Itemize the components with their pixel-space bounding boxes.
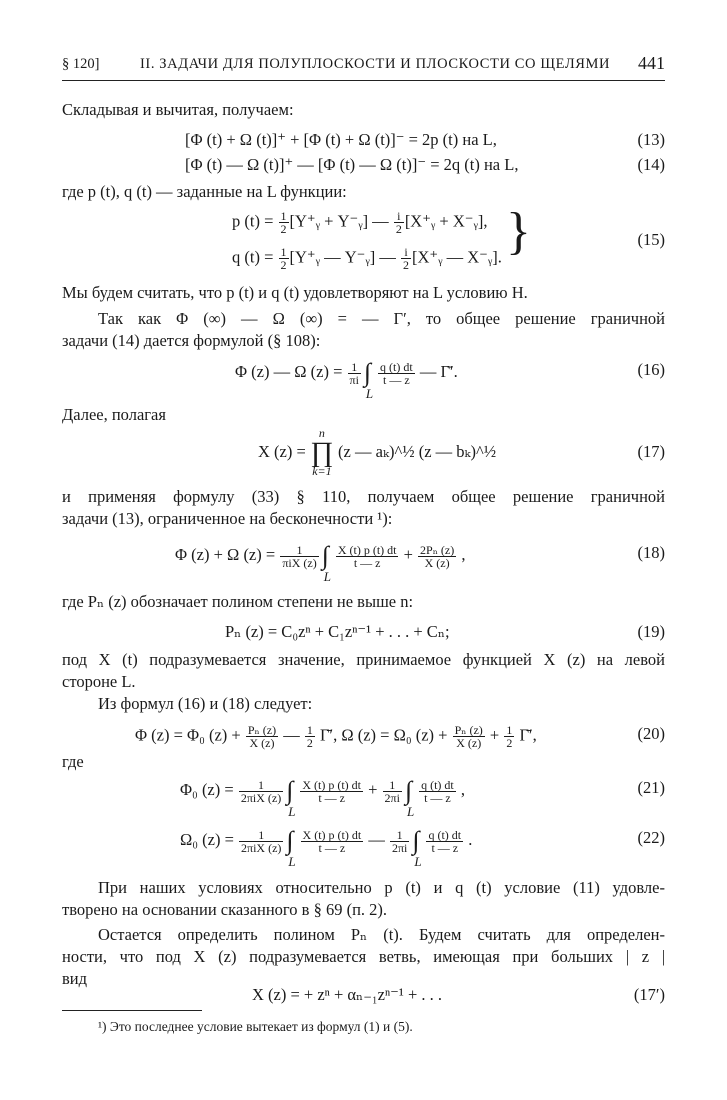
header-rule bbox=[62, 80, 665, 81]
eq16-end: — Γ̄′. bbox=[415, 361, 458, 381]
integral-sign: ∫ L bbox=[363, 358, 374, 401]
footnote-rule bbox=[62, 1010, 202, 1011]
paragraph-given-functions: где p (t), q (t) — заданные на L функции: bbox=[62, 182, 347, 201]
paragraph-remains-line1: Остается определить полином Pₙ (t). Будем считать для определен- bbox=[98, 925, 665, 944]
equation-15a bbox=[232, 210, 487, 235]
frac-i-half: $\frac{i}{2}$ bbox=[403, 245, 410, 272]
eq-number-17: (17) bbox=[637, 442, 665, 461]
header-section: § 120] bbox=[62, 56, 100, 72]
page-number: 441 bbox=[638, 53, 665, 73]
frac-1-pi-i: $\frac{1}{\pi i}$ bbox=[349, 359, 359, 387]
integral-sign: ∫ L bbox=[412, 826, 422, 869]
eq-number-17-prime: (17′) bbox=[633, 985, 665, 1004]
paragraph-conditions-line2: творено на основании сказанного в § 69 (п. 2). bbox=[62, 900, 388, 919]
paragraph-remains-line2: ности, что под X (z) подразумевается ветвь, имеющая при больших | z | bbox=[62, 947, 665, 966]
eq-number-15: (15) bbox=[637, 230, 665, 249]
equation-17-prime: X (z) = + zⁿ + αₙ₋₁zⁿ⁻¹ + . . . bbox=[252, 985, 443, 1004]
eq15b-end: [X⁺ᵧ — X⁻ᵧ]. bbox=[412, 247, 502, 267]
frac-Pn-over-X: $\frac{\text{Pₙ (z)}}{X (z)}$ bbox=[247, 723, 277, 750]
paragraph-remains-line3: вид bbox=[62, 969, 88, 988]
frac-half: $\frac{1}{2}$ bbox=[280, 209, 287, 236]
product-sign: n ∏ k=1 bbox=[310, 426, 334, 479]
paragraph-conditions-line1: При наших условиях относительно p (t) и q (t) условие (11) удовле- bbox=[98, 878, 665, 897]
paragraph-condition-h: Мы будем считать, что p (t) и q (t) удовлетворяют на L условию H. bbox=[62, 283, 528, 302]
eq20-part-d: + bbox=[485, 725, 504, 745]
frac-half: $\frac{1}{2}$ bbox=[306, 723, 313, 750]
eq21-end: , bbox=[456, 779, 465, 799]
equation-13: [Φ (t) + Ω (t)]⁺ + [Φ (t) + Ω (t)]⁻ = 2p (t) на L, bbox=[185, 130, 497, 149]
eq17-body: (z — aₖ)^½ (z — bₖ)^½ bbox=[338, 442, 497, 461]
frac-half: $\frac{1}{2}$ bbox=[280, 245, 287, 272]
paragraph-applying-line1: и применяя формулу (33) § 110, получаем общее решение граничной bbox=[62, 487, 665, 506]
frac-Xp-over-t-z: $\frac{X (t) p (t) dt}{t — z}$ bbox=[337, 542, 397, 570]
integral-sign: ∫ L bbox=[321, 541, 331, 584]
integral-sign: ∫ L bbox=[286, 776, 296, 819]
frac-1-2pi-iX: 1 2πiX (z) bbox=[240, 777, 282, 805]
paragraph-further: Далее, полагая bbox=[62, 405, 166, 424]
equation-15b bbox=[232, 246, 502, 271]
frac-1-pi-iX: 1 πiX (z) bbox=[282, 542, 317, 570]
label-where: где bbox=[62, 752, 84, 771]
equation-18: Φ (z) + Ω (z) = 1 πiX (z) ∫ L $\frac{X (t) p (t) dt}{t — z}$ + $\frac{\text{2Pₙ (z)}}{X (z)}$ , bbox=[175, 541, 466, 584]
paragraph-polynomial: где Pₙ (z) обозначает полином степени не выше n: bbox=[62, 592, 414, 611]
equation-20 bbox=[135, 724, 537, 749]
equation-19: Pₙ (z) = C₀zⁿ + C₁zⁿ⁻¹ + . . . + Cₙ; bbox=[225, 622, 450, 641]
eq20-part-c: Γ̄′, Ω (z) = Ω₀ (z) + bbox=[315, 725, 452, 745]
eq17-lhs: X (z) = bbox=[258, 442, 310, 461]
paragraph-since-line2: задачи (14) дается формулой (§ 108): bbox=[62, 331, 321, 350]
equation-21 bbox=[180, 776, 465, 819]
eq-number-14: (14) bbox=[637, 155, 665, 174]
eq-number-19: (19) bbox=[637, 622, 665, 641]
frac-Pn-over-X: $\frac{\text{Pₙ (z)}}{X (z)}$ bbox=[454, 723, 483, 750]
frac-1-2pi-i: $\frac{1}{2\pi i}$ bbox=[384, 777, 400, 805]
frac-1-2pi-iX: 1 2πiX (z) bbox=[241, 827, 282, 855]
eq22-end: . bbox=[464, 829, 473, 849]
frac-i-half: $\frac{i}{2}$ bbox=[395, 209, 402, 236]
integral-sign: ∫ L bbox=[286, 826, 296, 869]
eq16-lhs: Φ (z) — Ω (z) = bbox=[235, 361, 347, 381]
paragraph-from-formulas: Из формул (16) и (18) следует: bbox=[98, 694, 313, 713]
paragraph-meaning-line1: под X (t) подразумевается значение, принимаемое функцией X (z) на левой bbox=[62, 650, 665, 669]
frac-Xp-over-t-z: $\frac{X (t) p (t) dt}{t — z}$ bbox=[302, 827, 362, 855]
eq20-part-b: — bbox=[279, 725, 304, 745]
frac-q-over-t-z: $\frac{q (t) dt}{t — z}$ bbox=[421, 777, 454, 805]
eq15a-lhs: p (t) = bbox=[232, 211, 278, 231]
equation-14: [Φ (t) — Ω (t)]⁺ — [Φ (t) — Ω (t)]⁻ = 2q (t) на L, bbox=[185, 155, 519, 174]
footnote: ¹) Это последнее условие вытекает из формул (1) и (5). bbox=[98, 1019, 413, 1034]
frac-q-over-t-z: $\frac{q (t) dt}{t — z}$ bbox=[380, 359, 413, 387]
equation-17 bbox=[258, 426, 497, 479]
eq-number-16: (16) bbox=[637, 360, 665, 379]
running-header bbox=[62, 53, 665, 80]
right-brace: } bbox=[506, 203, 531, 260]
eq-number-21: (21) bbox=[637, 778, 665, 797]
frac-1-2pi-i: $\frac{1}{2\pi i}$ bbox=[391, 827, 408, 855]
header-chapter: II. ЗАДАЧИ ДЛЯ ПОЛУПЛОСКОСТИ И ПЛОСКОСТИ СО ЩЕЛЯМИ bbox=[140, 56, 611, 72]
equation-22 bbox=[180, 826, 473, 869]
eq18-end: , bbox=[457, 544, 466, 564]
eq20-part-e: Γ̄′, bbox=[515, 725, 537, 745]
eq22-lhs: Ω₀ (z) = bbox=[180, 829, 239, 849]
paragraph-since-line1: Так как Φ (∞) — Ω (∞) = — Γ′, то общее решение граничной bbox=[98, 309, 665, 328]
integral-sign: ∫ L bbox=[404, 776, 415, 819]
paragraph-meaning-line2: стороне L. bbox=[62, 672, 136, 691]
paragraph-applying-line2: задачи (13), ограниченное на бесконечности ¹): bbox=[62, 509, 393, 528]
eq-number-20: (20) bbox=[637, 724, 665, 743]
eq15b-lhs: q (t) = bbox=[232, 247, 278, 267]
eq15a-mid: [Y⁺ᵧ + Y⁻ᵧ] — bbox=[289, 211, 393, 231]
eq20-part-a: Φ (z) = Φ₀ (z) + bbox=[135, 725, 245, 745]
eq18-lhs: Φ (z) + Ω (z) = bbox=[175, 544, 280, 564]
eq15b-mid: [Y⁺ᵧ — Y⁻ᵧ] — bbox=[289, 247, 401, 267]
eq21-lhs: Φ₀ (z) = bbox=[180, 779, 238, 799]
eq-number-13: (13) bbox=[637, 130, 665, 149]
equation-16 bbox=[235, 358, 458, 401]
eq-number-18: (18) bbox=[637, 543, 665, 562]
frac-Xp-over-t-z: $\frac{X (t) p (t) dt}{t — z}$ bbox=[302, 777, 361, 805]
paragraph-adding: Складывая и вычитая, получаем: bbox=[62, 100, 294, 119]
frac-q-over-t-z: $\frac{q (t) dt}{t — z}$ bbox=[428, 827, 462, 855]
frac-half: $\frac{1}{2}$ bbox=[506, 723, 513, 750]
eq-number-22: (22) bbox=[637, 828, 665, 847]
eq22-mid: — bbox=[364, 829, 389, 849]
frac-2Pn-over-X: $\frac{\text{2Pₙ (z)}}{X (z)}$ bbox=[420, 542, 455, 570]
eq21-mid: + bbox=[363, 779, 382, 799]
eq15a-end: [X⁺ᵧ + X⁻ᵧ], bbox=[404, 211, 488, 231]
